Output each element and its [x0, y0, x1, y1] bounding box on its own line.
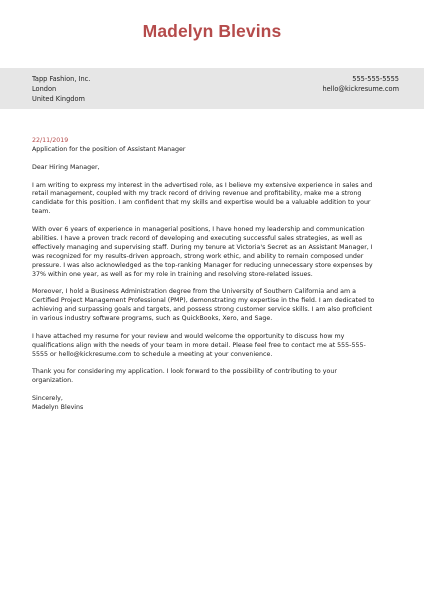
letter-closing: Sincerely, — [32, 395, 63, 403]
sender-contact — [322, 75, 399, 95]
letter-signature: Madelyn Blevins — [32, 404, 84, 412]
letter-date: 22/11/2019 — [32, 137, 69, 144]
paragraph: With over 6 years of experience in managerial positions, I have honed my leadership and communication abilities. I have a proven track record of developing and executing successful sales strategies, as well as effectively managing and supervising staff. During my tenure at Victoria's Secret as an Assistant Manager, I was recognized for my results-driven approach, strong work ethic, and ability to remain composed under pressure. I was also acknowledged as the top-ranking Manager for reducing unnecessary store expenses by 37% within one year, as well as for my role in training and resolving store-related issues. — [32, 226, 373, 278]
recipient-country: United Kingdom — [32, 94, 85, 103]
letter-salutation: Dear Hiring Manager, — [32, 163, 100, 171]
letter-subject: Application for the position of Assistant Manager — [32, 145, 186, 153]
paragraph: Thank you for considering my application. I look forward to the possibility of contributing to your organization. — [32, 368, 337, 385]
sender-phone: 555-555-5555 — [352, 75, 399, 83]
letter-body — [32, 137, 377, 413]
sender-name: Madelyn Blevins — [142, 21, 282, 41]
paragraph: Moreover, I hold a Business Administration degree from the University of Southern California and am a Certified Project Management Professional (PMP), demonstrating my expertise in the field. I am dedicated to achieving and surpassing goals and targets, and possess strong customer service skills. I am also proficient in various industry software programs, such as QuickBooks, Xero, and Sage. — [32, 288, 375, 323]
recipient-address — [32, 75, 90, 104]
recipient-company: Tapp Fashion, Inc. — [32, 75, 91, 83]
info-band — [0, 68, 424, 109]
sender-email: hello@kickresume.com — [322, 84, 399, 93]
paragraph: I have attached my resume for your review and would welcome the opportunity to discuss how my qualifications align with the needs of your team in more detail. Please feel free to contact me at 555-555-5555 or hello@kickresume.com to schedule a meeting at your convenience. — [32, 332, 366, 358]
paragraph: I am writing to express my interest in the advertised role, as I believe my extensive experience in sales and retail management, coupled with my track record of driving revenue and profitability, make me a strong candidate for this position. I am confident that my skills and expertise would be a valuable addition to your team. — [32, 181, 373, 216]
recipient-city: London — [32, 84, 57, 93]
